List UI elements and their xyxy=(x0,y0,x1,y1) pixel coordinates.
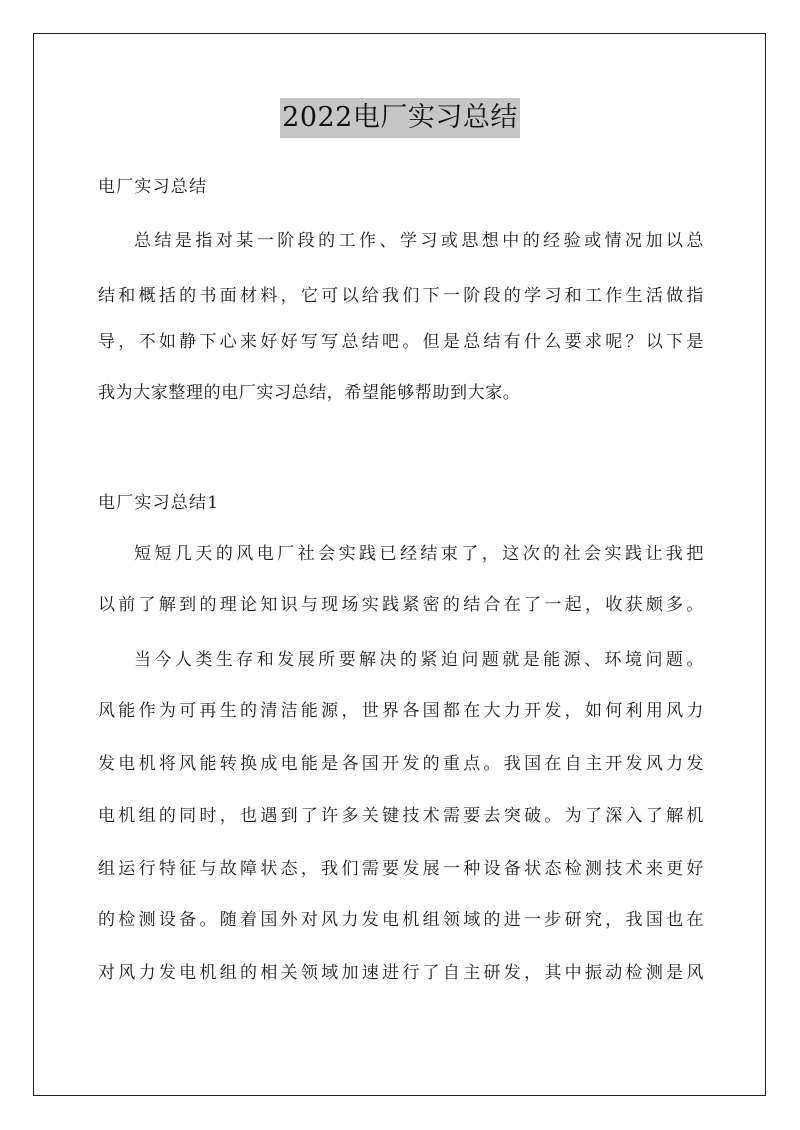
intro-line-1: 总结是指对某一阶段的工作、学习或思想中的经验或情况加以总 xyxy=(134,231,704,251)
section1-para2-line-4: 电机组的同时，也遇到了许多关键技术需要去突破。为了深入了解机 xyxy=(98,806,704,826)
intro-line-2: 结和概括的书面材料，它可以给我们下一阶段的学习和工作生活做指 xyxy=(98,286,704,306)
title-container xyxy=(0,98,800,138)
document-title: 2022电厂实习总结 xyxy=(280,98,520,138)
section1-para2-line-6: 的检测设备。随着国外对风力发电机组领域的进一步研究，我国也在 xyxy=(98,910,704,930)
section1-heading: 电厂实习总结1 xyxy=(98,493,220,513)
intro-line-3: 导，不如静下心来好好写写总结吧。但是总结有什么要求呢？以下是 xyxy=(98,332,704,352)
section1-para2-line-3: 发电机将风能转换成电能是各国开发的重点。我国在自主开发风力发 xyxy=(98,754,704,774)
section1-para2-line-5: 组运行特征与故障状态，我们需要发展一种设备状态检测技术来更好 xyxy=(98,859,704,879)
intro-line-4: 我为大家整理的电厂实习总结，希望能够帮助到大家。 xyxy=(98,383,521,403)
section1-para1-line-2: 以前了解到的理论知识与现场实践紧密的结合在了一起，收获颇多。 xyxy=(98,595,704,615)
section1-para1-line-1: 短短几天的风电厂社会实践已经结束了，这次的社会实践让我把 xyxy=(134,544,704,564)
section1-para2-line-1: 当今人类生存和发展所要解决的紧迫问题就是能源、环境问题。 xyxy=(134,650,704,670)
section1-para2-line-2: 风能作为可再生的清洁能源，世界各国都在大力开发，如何利用风力 xyxy=(98,701,704,721)
section1-para2-line-7: 对风力发电机组的相关领域加速进行了自主研发，其中振动检测是风 xyxy=(98,963,704,983)
intro-heading: 电厂实习总结 xyxy=(98,177,208,197)
